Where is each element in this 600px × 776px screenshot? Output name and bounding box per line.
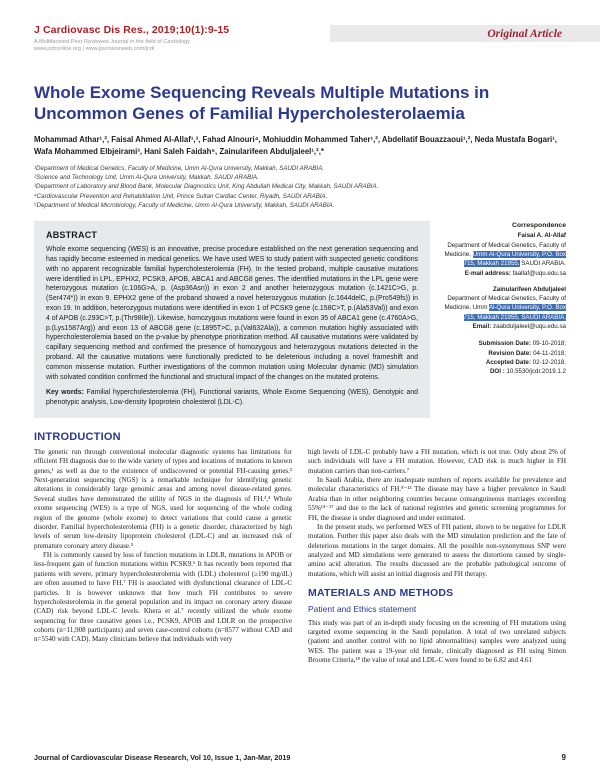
address-text: Department of Medical Genetics, Faculty of Medicine, [444,241,566,258]
article-dates [444,339,566,376]
doi-line [444,367,566,376]
abstract-section [34,221,566,418]
correspondence-heading: Correspondence [511,222,566,230]
journal-urls-link[interactable]: www.jcdronline.org | www.journalonweb.com/jcdr [34,46,155,52]
contact-email-line [444,322,566,331]
doi-link[interactable]: 10.5530/jcdr.2019.1.2 [504,368,566,376]
date-label: Submission Date: [478,340,531,348]
authors-line: Mohammad Athar¹,², Faisal Ahmed Al-Allaf¹,³, Fahad Alnouri⁴, Mohiuddin Mohammed Taher¹,², Abdellatif Bouazzaoui¹,², Neda Mustafa Bogari¹, Wafa Mohammed Elbjeirami³, Hani Saleh Faidah⁵, Zainularifeen Abduljaleel¹,²,* [34,134,557,156]
contact-name: Zainularifeen Abduljaleel [492,285,566,293]
keywords-text: Familial hypercholesterolemia (FH), Functional variants, Whole Exome Sequencing (WES), Genotypic and phenotypic analysis, Low-density lipoprotein cholesterol (LDL-C). [46,389,418,407]
contact-address [444,294,566,322]
email-label: E-mail address: [464,269,511,277]
abstract-heading: ABSTRACT [46,230,98,241]
page-footer [34,753,566,762]
affiliation: ⁵Department of Medical Microbiology, Faculty of Medicine, Umm Al-Qura University, Makkah, SAUDI ARABIA. [34,201,335,209]
introduction-heading: INTRODUCTION [34,430,121,443]
email-link[interactable]: faallaf@uqu.edu.sa [510,269,566,277]
paragraph: This study was part of an in-depth study focusing on the screening of FH mutations using targeted exome sequencing in the Saudi population. A total of two unrelated subjects (patient and another control with no lipid abnormalities) samples were analyzed using WES. The patient was a 19-year old female, clinically diagnosed as FH using Simon Broome Criteria,¹⁸ the value of total and LDL-C were found to be 6.82 and 4.61 [308,618,566,665]
doi-label: DOI : [489,368,505,376]
affiliations-block [34,164,566,210]
address-text: SAUDI ARABIA. [519,260,566,268]
revision-date [444,349,566,358]
spacer [444,278,566,285]
affiliation: ¹Department of Medical Genetics, Faculty of Medicine, Umm Al-Qura University, Makkah, SAUDI ARABIA. [34,164,324,172]
keywords-label: Key words: [46,389,84,397]
paper-title: Whole Exome Sequencing Reveals Multiple Mutations in Uncommon Genes of Familial Hypercholesterolaemia [34,83,490,124]
date-value: 04-11-2018; [531,349,566,357]
submission-date [444,339,566,348]
introduction-section [34,431,566,666]
email-label: Email: [472,323,492,330]
address-highlight: Al-Qura University, P.O. Box 715, Makkah 21955, SAUDI ARABIA. [463,304,566,321]
methods-subheading: Patient and Ethics statement [308,604,417,615]
paragraph: high levels of LDL-C probably have a FH mutation, which is not true. Only about 2% of such individuals will have a FH mutation. However, CAD risk is much higher in FH mutation carriers than non-carriers.⁷ [308,447,566,475]
left-column [34,448,292,666]
accepted-date [444,358,566,367]
methods-heading: MATERIALS AND METHODS [308,587,454,600]
abstract-body: Whole exome sequencing (WES) is an innovative, precise procedure established on the next generation sequencing and has rapidly become esteemed in medical genetics. We have used WES to study patient with suspected genetic conditions with no apparent recognizable familial hypercholesterolemia (FH). In the tested proband, multiple causative mutations were identified in LPL, EPHX2, PCSK9, APOB, ABCA1 and ABCG8 genes. The identified mutations in the LPL gene were heterozygous mutation (c.106G>A, p. (Asp36Asn)) in exon 2 and another heterozygous mutation (c.1421C>G, p.(Ser474*)) in exon 9. EPHX2 gene of the proband showed a novel heterozygous mutation (c.1644delC, p.(Pro549fs)) in exon 19. In addition, heterozygous mutations were identified in exon 1 of PCSK9 gene (c.158C>T, p.(Ala53Val)) and exon 4 of APOB (c.293C>T, p.(Thr98Ile)). Likewise, homozygous mutations were found in exon 35 of ABCA1 gene (c.4760A>G, p.(Lys1587Arg)) and exon 13 of ABCG8 gene (c.1895T>C, p.(Val632Ala)), a common mutation highly associated with hypercholesterolemia based on the p-value by phenotype prioritization method. All causative mutations were validated by capillary sequencing method and confirmed the presence of homozygous and heterozygous mutations detected in the proband. All the causative mutations were functionally predicted to be deleterious including a novel frameshift and common missense mutation. Further investigations of the common mutation using Molecular dynamic (MD) simulation with solvated condition confirmed the functional and structural impact of the changes on the mutated proteins. [46,246,418,381]
right-column [308,448,566,666]
affiliation: ⁴Cardiovascular Prevention and Rehabilitation Unit, Prince Sultan Cardiac Center, Riyadh, SAUDI ARABIA. [34,192,328,200]
date-label: Revision Date: [488,349,532,357]
article-type-label: Original Article [487,27,562,40]
affiliation: ³Department of Laboratory and Blood Bank, Molecular Diagnostics Unit, King Abdullah Medical City, Makkah, SAUDI ARABIA. [34,183,379,191]
page-header [34,24,566,60]
address-text: Department of Medical Genetics, Faculty of Medicine, Umm [444,295,566,312]
email-link[interactable]: zaabduljaleel@uqu.edu.sa [491,323,566,330]
affiliation: ²Science and Technology Unit, Umm Al-Qura University, Makkah, SAUDI ARABIA. [34,173,259,181]
correspondence-sidebar [430,221,566,418]
date-value: 02-12-2018. [530,358,566,366]
date-label: Accepted Date: [485,358,531,366]
page-number: 9 [561,753,566,762]
date-value: 09-10-2018; [530,340,566,348]
body-columns [34,448,566,666]
paragraph: In Saudi Arabia, there are inadequate numbers of reports available for prevalence and molecular characteristics of FH.⁸⁻¹³ The disease may have a higher prevalence in Saudi Arabia than in other neighboring countries because consanguineous marriages exceeding 55%¹⁴⁻¹⁷ and due to the lack of national registries and genetic screening programmes for FH, the disease is under diagnosed and under estimated. [308,476,566,522]
contact-address [444,241,566,269]
address-highlight: Umm Al-Qura University, P.O. Box 715, Makkah 21955, [463,250,566,268]
journal-reference: J Cardiovasc Dis Res., 2019;10(1):9-15 [34,24,230,36]
paragraph: In the present study, we performed WES of FH patient, shown to be negative for LDLR mutation. Further this paper also deals with the MD simulation prediction and the fate of deleterious mutations in the target domains. All the possible non-synonymous SNP were analyzed and MD simulations were generated to assess the distortions caused by single-amino acid alteration. The results discussed are the probable pathological outcome of mutations, which will assist an initial diagnosis and FH therapy. [308,522,566,578]
paragraph: FH is commonly caused by loss of function mutations in LDLR, mutations in APOB or less-frequent gain of function mutations within PCSK9.⁶ It has recently been reported that patients with severe, primary hypercholesterolemia with (LDL) cholesterol (≥190 mg/dL) are often assumed to have FH.⁷ FH is associated with dysfunctional clearance of LDL-C particles. It is however unknown that how much FH contributes to severe hypercholesterolemia in the general population and its impact on coronary artery disease (CAD) risk beyond LDL-C levels. Khera et al.⁷ recently utilized the whole exome sequencing for three causative genes i.e., PCSK9, APOB and LDLR on the prospective cohorts (n=11,908 participants) and seven case-control cohorts (n=8577 without CAD and n=5540 with CAD). Many clinicians believe that individuals with very [34,551,292,644]
paragraph: The genetic run through conventional molecular diagnostic systems has limitations for efficient FH diagnosis due to the wide variety of types and locations of mutations in known genes,¹ as well as due to the existence of undiscovered or potential FH-causing genes.² Next-generation sequencing (NGS) is a remarkable technique for identifying genetic alterations in considerably large genomic areas and among novel disease-related genes. Several studies have demonstrated the utility of NGS in the diagnosis of FH.³,⁴ Whole exome sequencing (WES) is a type of NGS, used for sequencing of the whole coding region of the genome (whole exome) to detect variations that could cause a genetic disorder. Familial hypercholesterolemia (FH) is a genetic disorder, characterized by high levels of serum low-density lipoprotein cholesterol (LDL-C) and an increased risk of premature coronary artery disease.⁵ [34,447,292,550]
abstract-box [34,221,430,418]
contact-email-line [444,269,566,278]
contact-name: Faisal A. Al-Allaf [517,232,566,240]
keywords-line [46,388,418,408]
journal-tagline: A Multifaceted Peer Reviewed Journal in the field of Cardiology [34,39,191,45]
footer-journal-line: Journal of Cardiovascular Disease Research, Vol 10, Issue 1, Jan-Mar, 2019 [34,753,291,762]
